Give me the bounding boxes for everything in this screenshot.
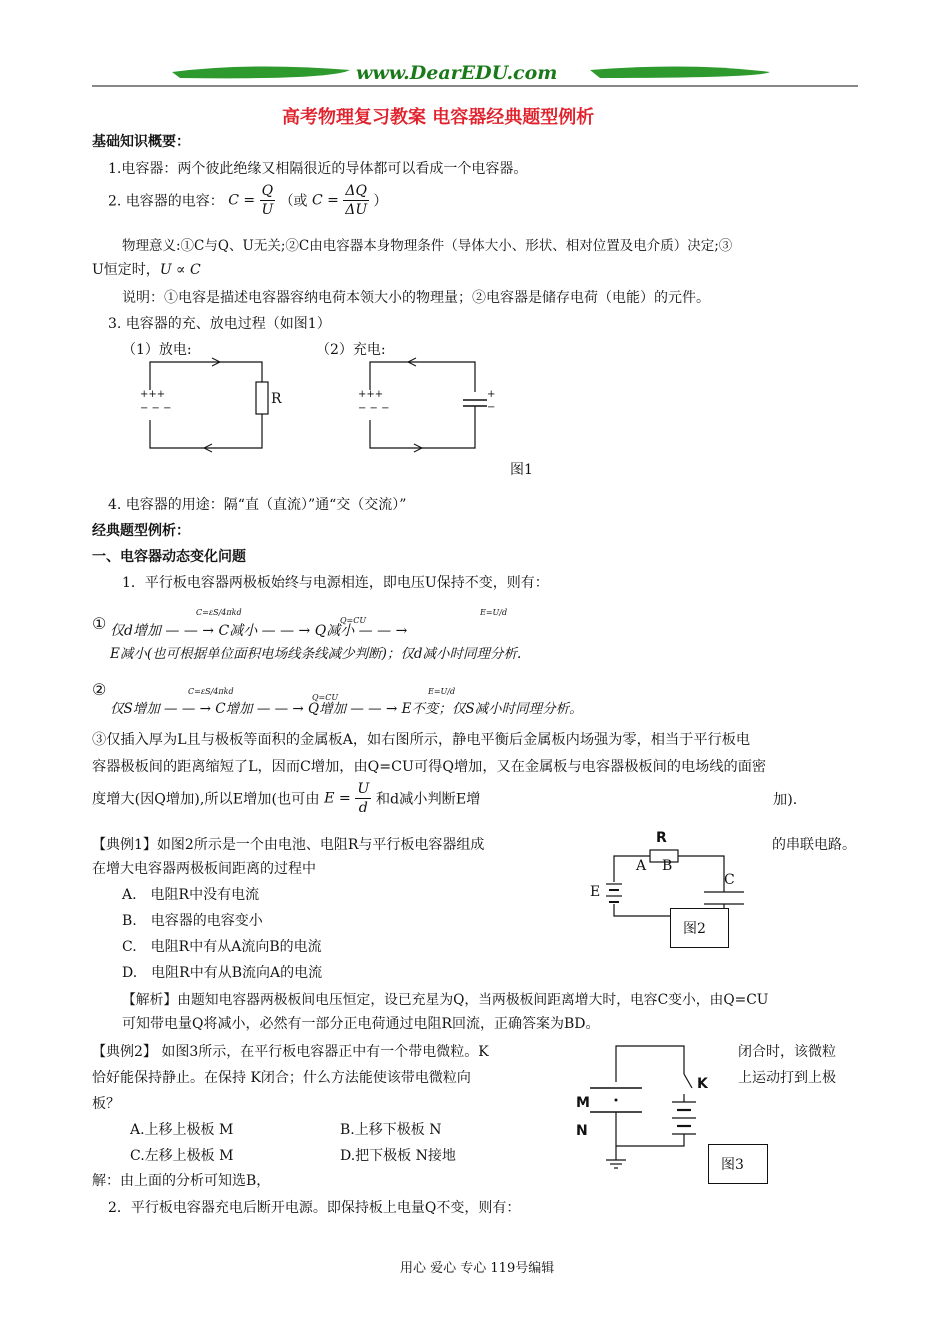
charge-label: （2）充电: <box>316 342 386 358</box>
ex2-line3: 板？ <box>92 1096 120 1112</box>
ex1-analysis1: 【解析】由题知电容器两极板间电压恒定，设已充星为Q，当两极板间距离增大时，电容C变小，由Q=CU <box>122 992 769 1008</box>
ex1-optA: A. 电阻R中没有电流 <box>122 887 260 903</box>
c2-mark: ② <box>92 680 107 699</box>
c1-f3: E=U/d <box>480 608 508 617</box>
ex2-optD: D.把下极板 N接地 <box>340 1148 456 1164</box>
c1-line2: E减小(也可根据单位面积电场线条线减少判断)；仅d减小时同理分析. <box>110 646 522 662</box>
c1-f2: Q=CU <box>340 616 367 625</box>
ex1-line1b: 的串联电路。 <box>772 837 856 853</box>
logo-text: www.DearEDU.com <box>356 62 558 84</box>
ex1-line1a: 【典例1】如图2所示是一个由电池、电阻R与平行板电容器组成 <box>92 837 485 853</box>
battery2-minus: − − − <box>358 403 390 414</box>
case2: 2．平行板电容器充电后断开电源。即保持板上电量Q不变，则有： <box>108 1200 521 1216</box>
fig2-caption: 图2 <box>683 921 706 937</box>
battery-minus: − − − <box>140 403 172 414</box>
case1: 1．平行板电容器两极板始终与电源相连，即电压U保持不变，则有： <box>122 575 549 591</box>
resistor-label: R <box>271 391 282 407</box>
ex1-optB: B. 电容器的电容变小 <box>122 913 263 929</box>
item2-alt-c: C = <box>312 192 339 209</box>
fig3-M: M <box>576 1095 590 1111</box>
ex2-optB: B.上移下极板 N <box>340 1122 442 1138</box>
note: 说明：①电容是描述电容器容纳电荷本领大小的物理量；②电容器是储存电荷（电能）的元件。 <box>122 290 710 306</box>
fig3-caption: 图3 <box>721 1157 744 1173</box>
cap-minus: − <box>487 402 496 413</box>
c2-text: 仅S增加 — — → C增加 — — → Q增加 — — → E不变；仅S减小时同理分析。 <box>110 701 583 717</box>
basics-item1: 1.电容器：两个彼此绝缘又相隔很近的导体都可以看成一个电容器。 <box>108 161 528 177</box>
section1-heading: 一、电容器动态变化问题 <box>92 549 246 565</box>
c2-f2: Q=CU <box>312 693 339 702</box>
ex1-line2: 在增大电容器两极板间距离的过程中 <box>92 861 316 877</box>
c1-mark: ① <box>92 614 107 633</box>
fig3-N: N <box>576 1123 588 1139</box>
cap-plus: + <box>487 389 496 400</box>
fig3-caption-box <box>708 1144 768 1184</box>
basics-item2 <box>108 182 387 219</box>
fig2-A: A <box>636 858 647 874</box>
c3-line2: 容器极板间的距离缩短了L，因而C增加，由Q=CU可得Q增加，又在金属板与电容器极板间的电场线的面密 <box>92 759 767 775</box>
fig2-caption-box <box>670 908 729 948</box>
c1-text: 仅d增加 — — → C减小 — — → Q减小 — — → <box>110 623 408 639</box>
c3-line3c: 加). <box>773 792 798 808</box>
fig2-E: E <box>590 884 601 900</box>
c3-line3: 度增大(因Q增加),所以E增加(也可由 E = $\frac{U}{d}$ 和d减小判断E增 <box>92 781 481 816</box>
meaning-line2: U恒定时，U ∝ C <box>92 262 201 278</box>
ex2-line2a: 恰好能保持静止。在保持 K闭合；什么方法能使该带电微粒向 <box>92 1070 471 1086</box>
fig3-K: K <box>697 1076 708 1092</box>
c3-fraction: $\frac{U}{d}$ <box>357 781 370 816</box>
item2-fraction: $\frac{Q}{U}$ <box>261 183 274 218</box>
ex2-line2b: 上运动打到上极 <box>738 1070 836 1086</box>
typical-heading: 经典题型例析： <box>92 523 190 539</box>
basics-item3: 3. 电容器的充、放电过程（如图1） <box>108 316 331 332</box>
item2-alt-fraction: $\frac{\Delta Q}{\Delta U}$ <box>345 183 368 218</box>
ex1-optD: D. 电阻R中有从B流向A的电流 <box>122 965 323 981</box>
c2-f3: E=U/d <box>428 687 456 696</box>
battery-plus: +++ <box>140 389 166 400</box>
item2-prefix: 2. 电容器的电容： <box>108 193 224 210</box>
fig2-C: C <box>724 872 735 888</box>
ex2-answer: 解：由上面的分析可知选B， <box>92 1173 271 1189</box>
item2-c: C = <box>228 192 256 209</box>
battery2-plus: +++ <box>358 389 384 400</box>
meaning-line1: 物理意义:①C与Q、U无关;②C由电容器本身物理条件（导体大小、形状、相对位置及电介质）决定;③ <box>122 238 733 254</box>
ex2-optA: A.上移上极板 M <box>130 1122 234 1138</box>
ex2-line1b: 闭合时，该微粒 <box>738 1044 836 1060</box>
item2-alt-close: ） <box>373 193 388 210</box>
c3-line1: ③仅插入厚为L且与极板等面积的金属板A，如右图所示，静电平衡后金属板内场强为零，相当于平行板电 <box>92 732 751 748</box>
ex1-analysis2: 可知带电量Q将减小，必然有一部分正电荷通过电阻R回流，正确答案为BD。 <box>122 1016 600 1032</box>
fig2-B: B <box>662 858 673 874</box>
ex2-optC: C.左移上极板 M <box>130 1148 234 1164</box>
ex2-line1a: 【典例2】 如图3所示，在平行板电容器正中有一个带电微粒。K <box>92 1044 489 1060</box>
page-title: 高考物理复习教案 电容器经典题型例析 <box>282 107 595 128</box>
basics-item4: 4. 电容器的用途：隔“直（直流）”通“交（交流）” <box>108 497 407 513</box>
fig2-R: R <box>656 830 667 846</box>
basics-heading: 基础知识概要： <box>92 134 190 150</box>
item2-alt-open: （或 <box>279 193 308 210</box>
c1-f1: C=εS/4πkd <box>196 608 242 617</box>
c2-f1: C=εS/4πkd <box>188 687 234 696</box>
ex1-optC: C. 电阻R中有从A流向B的电流 <box>122 939 322 955</box>
footer: 用心 爱心 专心 119号编辑 <box>400 1261 555 1276</box>
fig1-caption: 图1 <box>510 462 533 478</box>
u-prop-c: U ∝ C <box>159 262 201 278</box>
c3-E: E = <box>324 790 351 807</box>
discharge-label: （1）放电: <box>122 342 192 358</box>
